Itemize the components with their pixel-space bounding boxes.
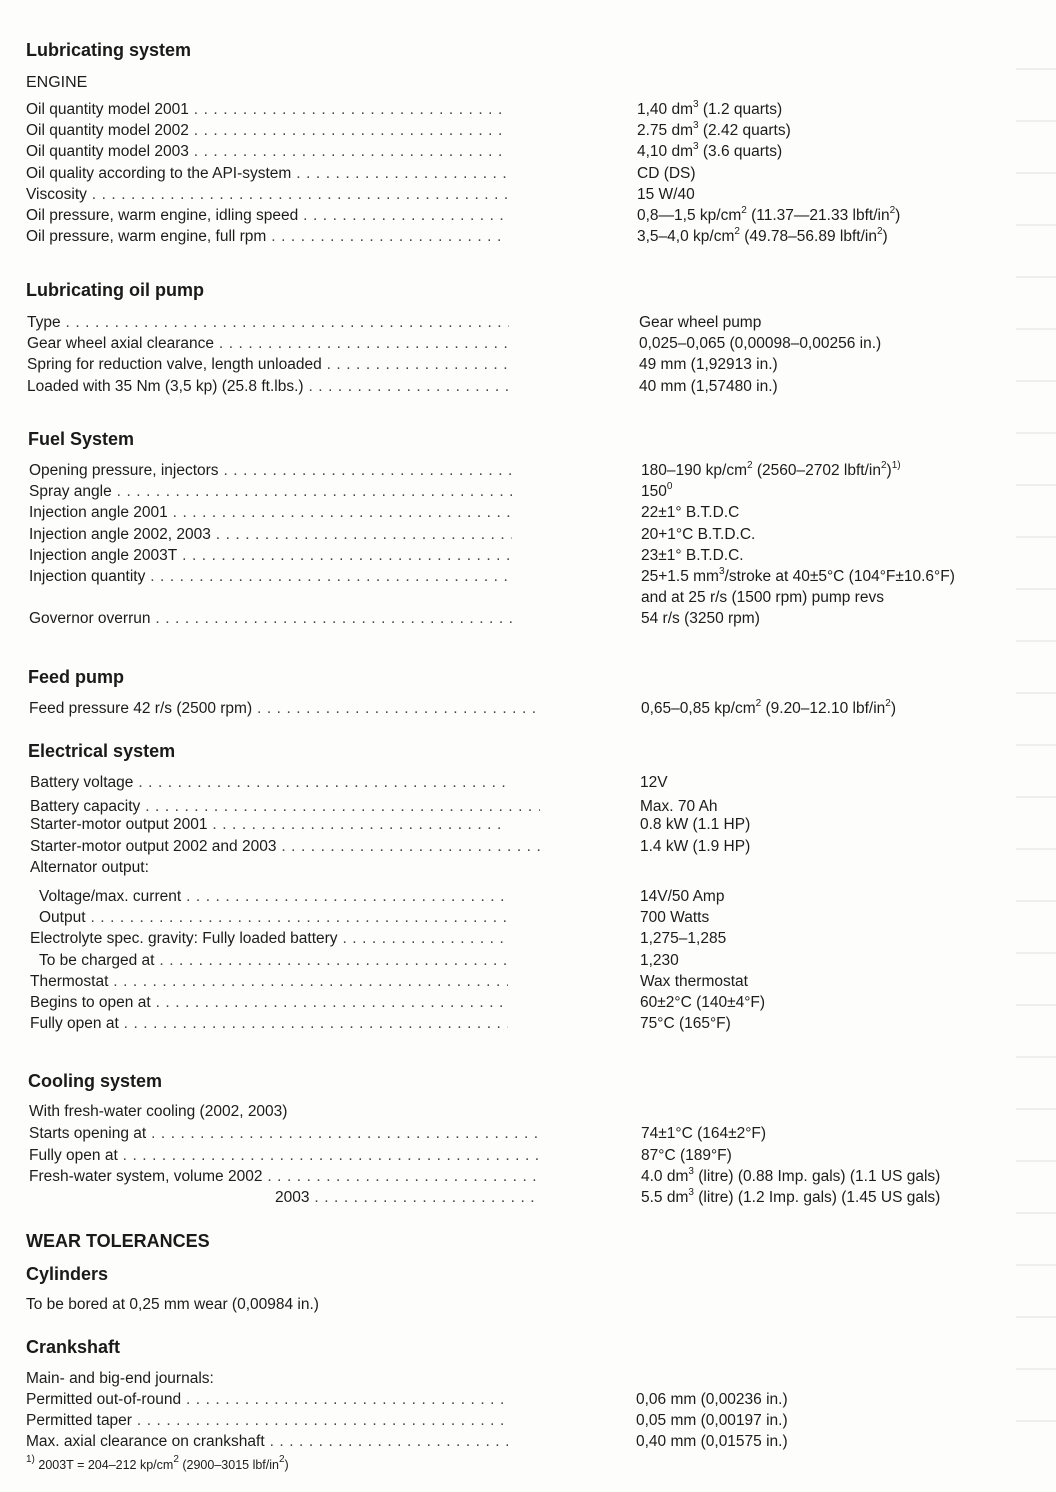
spec-value: 1.4 kW (1.9 HP) — [640, 837, 751, 855]
spec-label — [29, 587, 512, 608]
spec-label: Type . . . — [27, 312, 509, 333]
spec-row — [29, 1101, 1056, 1122]
spec-label: Battery capacity . . . — [30, 796, 540, 817]
spec-value: 75°C (165°F) — [640, 1015, 731, 1033]
spec-row — [30, 1013, 1056, 1034]
section-heading-wear-tolerances: WEAR TOLERANCES — [26, 1231, 210, 1251]
spec-value: 180–190 $kp/cm^2$ (2560–2702 lbft/$in^2)^{1)}$ — [641, 460, 901, 479]
spec-value: 1,275–1,285 — [640, 930, 727, 948]
spec-value: 49 mm (1,92913 in.) — [639, 356, 778, 374]
spec-row — [26, 184, 1056, 205]
spec-value: 23±1° B.T.D.C. — [641, 546, 744, 564]
spec-label: Permitted taper . . . — [26, 1410, 508, 1431]
section-heading-cooling-system: Cooling system — [28, 1071, 163, 1091]
spec-value: 60±2°C (140±4°F) — [640, 994, 766, 1011]
spec-label: Viscosity . . . — [26, 184, 508, 205]
spec-row — [39, 907, 1056, 928]
section-heading-electrical-system: Electrical system — [28, 741, 176, 761]
spec-label: Output . . . — [39, 907, 508, 928]
spec-row — [30, 928, 1056, 949]
spec-value: $150^0$ — [641, 481, 673, 501]
spec-row — [26, 1410, 1056, 1431]
subheading-crankshaft: Crankshaft — [26, 1337, 121, 1357]
spec-value: 4,10 $dm^3$ (3.6 quarts) — [637, 141, 783, 161]
spec-row — [29, 1166, 1056, 1187]
spec-row — [39, 950, 1056, 971]
spec-row — [26, 141, 1056, 162]
spec-value: 0,05 mm (0,00197 in.) — [636, 1412, 788, 1429]
spec-value: 25+1.5 $mm^3$/stroke at 40±5°C (104°F±10.6°F) — [641, 566, 955, 585]
spec-row — [29, 1145, 1056, 1166]
spec-row — [30, 992, 1056, 1013]
spec-value: Max. 70 Ah — [640, 798, 718, 815]
spec-label: Oil pressure, warm engine, idling speed . . . — [26, 205, 508, 226]
spec-label: Starts opening at . . . — [29, 1123, 539, 1144]
section-heading-fuel-system: Fuel System — [28, 429, 135, 449]
spec-row — [27, 376, 1056, 397]
spec-label: Injection quantity . . . — [29, 566, 512, 587]
spec-row — [26, 1389, 1056, 1410]
spec-label: Oil quantity model 2003 . . . — [26, 141, 508, 162]
spec-label: Oil quality according to the API-system . . . — [26, 163, 508, 184]
spec-value: 5.5 $dm^3$ (litre) (1.2 Imp. gals) (1.45 US gals) — [641, 1187, 941, 1207]
spec-row — [29, 608, 1056, 629]
spec-label: Injection angle 2001 . . . — [29, 502, 512, 523]
spec-label: Permitted out-of-round . . . — [26, 1389, 508, 1410]
spec-row — [26, 120, 1056, 141]
spec-label: Starter-motor output 2001 . . . — [30, 814, 508, 835]
spec-value: 0,025–0,065 (0,00098–0,00256 in.) — [639, 335, 882, 353]
spec-row — [26, 99, 1056, 120]
spec-value: 700 Watts — [640, 909, 710, 927]
spec-label: Fully open at . . . — [29, 1145, 539, 1166]
spec-row — [26, 205, 1056, 226]
spec-label: Max. axial clearance on crankshaft . . . — [26, 1431, 508, 1452]
section-heading-lubricating-oil-pump: Lubricating oil pump — [26, 280, 204, 300]
spec-row — [29, 566, 1056, 587]
subheading-engine: ENGINE — [26, 74, 88, 91]
spec-label: Oil quantity model 2002 . . . — [26, 120, 508, 141]
spec-value: 1,230 — [640, 951, 679, 969]
spec-value: 22±1° B.T.D.C — [641, 504, 740, 522]
spec-value: 74±1°C (164±2°F) — [641, 1125, 767, 1143]
spec-label: Spray angle . . . — [29, 481, 512, 502]
spec-value: 4.0 $dm^3$ (litre) (0.88 Imp. gals) (1.1 US gals) — [641, 1165, 941, 1185]
spec-value: 12V — [640, 774, 668, 791]
spec-row — [29, 1187, 1056, 1208]
spec-row — [27, 333, 1056, 354]
cylinders-text: To be bored at 0,25 mm wear (0,00984 in.) — [26, 1296, 319, 1313]
spec-label: Begins to open at . . . — [30, 992, 508, 1013]
spec-label: Main- and big-end journals: — [26, 1370, 214, 1387]
spec-row — [39, 886, 1056, 907]
spec-row — [30, 971, 1056, 992]
spec-row — [29, 460, 1056, 481]
spec-row — [30, 857, 1056, 878]
spec-value: 0,65–0,85 $kp/cm^2$ (9.20–12.10 lbf/$in^2$) — [641, 698, 896, 717]
spec-label: To be charged at . . . — [39, 950, 508, 971]
spec-label: Oil pressure, warm engine, full rpm . . . — [26, 226, 508, 247]
spec-row — [29, 502, 1056, 523]
spec-label: Injection angle 2002, 2003 . . . — [29, 524, 512, 545]
spec-row — [26, 163, 1056, 184]
spec-row — [30, 836, 1056, 857]
spec-value: 40 mm (1,57480 in.) — [639, 377, 778, 395]
spec-row — [26, 1368, 1056, 1389]
spec-row — [27, 312, 1056, 333]
spec-label: Gear wheel axial clearance . . . — [27, 333, 509, 354]
spec-label: Fresh-water system, volume 2002 . . . — [29, 1166, 539, 1187]
spec-row — [29, 698, 1056, 719]
spec-row — [26, 1431, 1056, 1452]
section-heading-feed-pump: Feed pump — [28, 667, 125, 687]
spec-value: and at 25 r/s (1500 rpm) pump revs — [641, 589, 884, 607]
spec-label: Alternator output: — [30, 858, 149, 876]
spec-row — [30, 772, 1056, 793]
spec-value: 15 W/40 — [637, 185, 695, 203]
spec-row — [29, 545, 1056, 566]
spec-value: 87°C (189°F) — [641, 1146, 732, 1164]
spec-label: Voltage/max. current . . . — [39, 886, 508, 907]
spec-value: 14V/50 Amp — [640, 888, 725, 905]
spec-row — [30, 814, 1056, 835]
spec-value: 20+1°C B.T.D.C. — [641, 525, 756, 543]
spec-label: Opening pressure, injectors . . . — [29, 460, 512, 481]
spec-value: CD (DS) — [637, 164, 696, 182]
spec-label: Loaded with 35 Nm (3,5 kp) (25.8 ft.lbs.) . . . — [27, 376, 509, 397]
spec-label: Battery voltage . . . — [30, 772, 508, 793]
section-heading-lubricating-system: Lubricating system — [26, 40, 192, 60]
spec-value: 0,8—1,5 $kp/cm^2$ (11.37—21.33 lbft/$in^2$) — [637, 205, 901, 224]
spec-row — [29, 481, 1056, 502]
spec-label: Feed pressure 42 r/s (2500 rpm) . . . — [29, 698, 539, 719]
spec-row — [29, 1123, 1056, 1144]
spec-row — [29, 524, 1056, 545]
spec-label: Fully open at . . . — [30, 1013, 508, 1034]
spec-value: 1,40 $dm^3$ (1.2 quarts) — [637, 99, 783, 118]
spec-value: Gear wheel pump — [639, 314, 762, 331]
subheading-cylinders: Cylinders — [26, 1264, 109, 1284]
spec-value: 3,5–4,0 $kp/cm^2$ (49.78–56.89 lbft/$in^2$) — [637, 226, 888, 246]
spec-value: 54 r/s (3250 rpm) — [641, 610, 760, 627]
spec-label: Oil quantity model 2001 . . . — [26, 99, 508, 120]
spec-value: 2.75 $dm^3$ (2.42 quarts) — [637, 120, 791, 140]
spec-row — [27, 354, 1056, 375]
spec-value: Wax thermostat — [640, 972, 748, 990]
footnote: $^{1)}$ 2003T = 204–212 $kp/cm^2$ (2900–3015 lbf/$in^2$) — [26, 1454, 289, 1472]
spec-label: Governor overrun . . . — [29, 608, 512, 629]
spec-value: 0.8 kW (1.1 HP) — [640, 816, 751, 834]
spec-label: Spring for reduction valve, length unloaded . . . — [27, 354, 509, 375]
spec-label: Starter-motor output 2002 and 2003 . . . — [30, 836, 540, 857]
spec-row — [26, 226, 1056, 247]
spec-label: Electrolyte spec. gravity: Fully loaded battery . . . — [30, 928, 508, 949]
spec-value: 0,40 mm (0,01575 in.) — [636, 1433, 788, 1450]
spec-label: With fresh-water cooling (2002, 2003) — [29, 1103, 288, 1120]
spec-label: 2003 . . . — [29, 1187, 539, 1208]
spec-value: 0,06 mm (0,00236 in.) — [636, 1391, 788, 1408]
spec-label: Thermostat . . . — [30, 971, 508, 992]
spec-label: Injection angle 2003T . . . — [29, 545, 512, 566]
spec-row — [29, 587, 1056, 608]
